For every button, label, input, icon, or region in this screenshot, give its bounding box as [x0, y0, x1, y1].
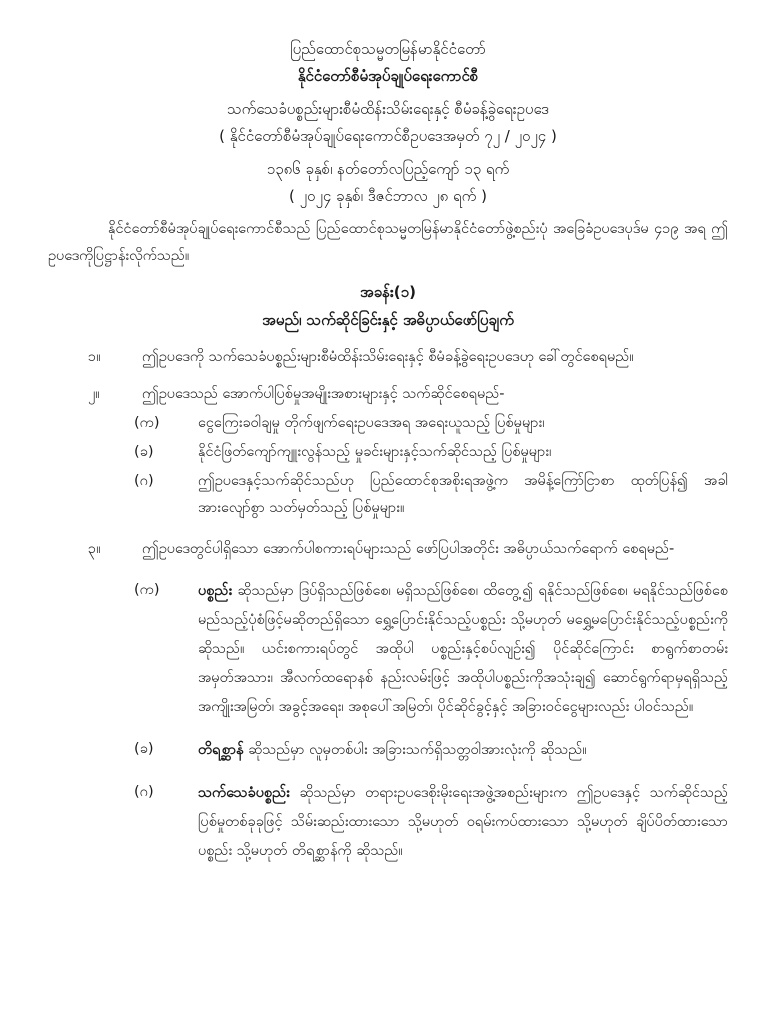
definition-text: ဆိုသည်မှာ လူမှတစ်ပါး အခြားသက်ရှိသတ္တဝါအားလုံးကို ဆိုသည်။ [243, 742, 587, 758]
definition-text: ဆိုသည်မှာ ဒြပ်ရှိသည်ဖြစ်စေ၊ မရှိသည်ဖြစ်စေ၊ ထိတွေ့၍ ရနိုင်သည်ဖြစ်စေ၊ မရနိုင်သည်ဖြစ်စေ မည်သည့်ပုံစံဖြင့်မဆိုတည်ရှိသော ရွှေ့ပြောင်းနိုင်သည့်ပစ္စည်း သို့မဟုတ် မရွှေ့မပြောင်းနိုင်သည့်ပစ္စည်းကို ဆိုသည်။ ယင်းစကားရပ်တွင် အထိုပါ ပစ္စည်းနှင့်စပ်လျဉ်း၍ ပိုင်ဆိုင်ကြောင်း စာရွက်စာတမ်းအမှတ်အသား၊ အီလက်ထရောနစ် နည်းလမ်းဖြင့် အထိုပါပစ္စည်းကိုအသုံးချ၍ ဆောင်ရွက်ရာမှရရှိသည့် အကျိုးအမြတ်၊ အခွင့်အရေး၊ အစုပေါ်အမြတ်၊ ပိုင်ဆိုင်ခွင့်နှင့် အခြားဝင်ငွေများလည်း ပါဝင်သည်။ [198, 583, 728, 715]
law-title: သက်သေခံပစ္စည်းများစီမံထိန်းသိမ်းရေးနှင့် စီမံခန့်ခွဲရေးဥပဒေ [227, 100, 549, 118]
section-text: ဤဥပဒေသည် အောက်ပါပြစ်မှုအမျိုးအစားများနှင့် သက်ဆိုင်စေရမည်- [142, 386, 505, 402]
item-label: (က) [134, 582, 160, 598]
section-2-item-ka [48, 410, 728, 437]
definition-property [48, 577, 728, 722]
defined-term: သက်သေခံပစ္စည်း [198, 785, 290, 801]
preamble: နိုင်ငံတော်စီမံအုပ်ချုပ်ရေးကောင်စီသည် ပြည်ထောင်စုသမ္မတမြန်မာနိုင်ငံတော်ဖွဲ့စည်းပုံ အခြေခံဥပဒေပုဒ်မ ၄၁၉ အရ ဤဥပဒေကိုပြဋ္ဌာန်းလိုက်သည်။ [48, 221, 728, 264]
section-1 [48, 344, 728, 371]
item-text: ငွေကြေးခဝါချမှု တိုက်ဖျက်ရေးဥပဒေအရ အရေးယူသည့် ပြစ်မှုများ၊ [198, 415, 545, 431]
section-2 [48, 381, 728, 408]
definition-animal [48, 736, 728, 765]
law-number: ( နိုင်ငံတော်စီမံအုပ်ချုပ်ရေးကောင်စီဥပဒေအမှတ် ၇၂ / ၂၀၂၄ ) [219, 127, 557, 145]
chapter-title: အမည်၊ သက်ဆိုင်ခြင်းနှင့် အဓိပ္ပာယ်ဖော်ပြချက် [262, 311, 514, 329]
definition-exhibit [48, 779, 728, 866]
myanmar-date: ၁၃၈၆ ခုနှစ်၊ နတ်တော်လပြည့်ကျော် ၁၃ ရက် [266, 160, 510, 178]
item-label: (ခ) [134, 444, 154, 460]
defined-term: တိရစ္ဆာန် [198, 742, 244, 758]
section-text: ဤဥပဒေတွင်ပါရှိသော အောက်ပါစကားရပ်များသည် ဖော်ပြပါအတိုင်း အဓိပ္ပာယ်သက်ရောက် စေရမည်- [142, 541, 675, 557]
definitions-list [48, 577, 728, 866]
country-name: ပြည်ထောင်စုသမ္မတမြန်မာနိုင်ငံတော် [290, 40, 486, 58]
section-text: ဤဥပဒေကို သက်သေခံပစ္စည်းများစီမံထိန်းသိမ်းရေးနှင့် စီမံခန့်ခွဲရေးဥပဒေဟု ခေါ်တွင်စေရမည်။ [142, 349, 634, 365]
section-2-item-kha [48, 439, 728, 466]
item-label: (ဂ) [134, 473, 154, 489]
section-number: ၃။ [88, 541, 101, 557]
definition-text: ဆိုသည်မှာ တရားဥပဒေစိုးမိုးရေးအဖွဲ့အစည်းများက ဤဥပဒေနှင့် သက်ဆိုင်သည့် ပြစ်မှုတစ်ခုခုဖြင့် သိမ်းဆည်းထားသော သို့မဟုတ် ဝရမ်းကပ်ထားသော သို့မဟုတ် ချိပ်ပိတ်ထားသော ပစ္စည်း သို့မဟုတ် တိရစ္ဆာန်ကို ဆိုသည်။ [198, 785, 728, 859]
item-label: (ဂ) [134, 784, 154, 800]
section-number: ၂။ [88, 386, 100, 402]
item-text: နိုင်ငံဖြတ်ကျော်ကျူးလွန်သည့် မှုခင်းများနှင့်သက်ဆိုင်သည့် ပြစ်မှုများ၊ [198, 444, 552, 460]
item-text: ဤဥပဒေနှင့်သက်ဆိုင်သည်ဟု ပြည်ထောင်စုအစိုးရအဖွဲ့က အမိန့်ကြော်ငြာစာ ထုတ်ပြန်၍ အခါအားလျော်စွာ သတ်မှတ်သည့် ပြစ်မှုများ။ [198, 473, 728, 516]
item-label: (က) [134, 415, 160, 431]
section-3 [48, 536, 728, 563]
section-number: ၁။ [88, 349, 101, 365]
section-2-item-ga [48, 468, 728, 522]
issuing-council: နိုင်ငံတော်စီမံအုပ်ချုပ်ရေးကောင်စီ [297, 67, 479, 85]
chapter-number: အခန်း(၁) [360, 283, 416, 301]
defined-term: ပစ္စည်း [198, 583, 233, 599]
item-label: (ခ) [134, 741, 154, 757]
gregorian-date: ( ၂၀၂၄ ခုနှစ်၊ ဒီဇင်ဘာလ ၂၈ ရက် ) [289, 187, 487, 205]
